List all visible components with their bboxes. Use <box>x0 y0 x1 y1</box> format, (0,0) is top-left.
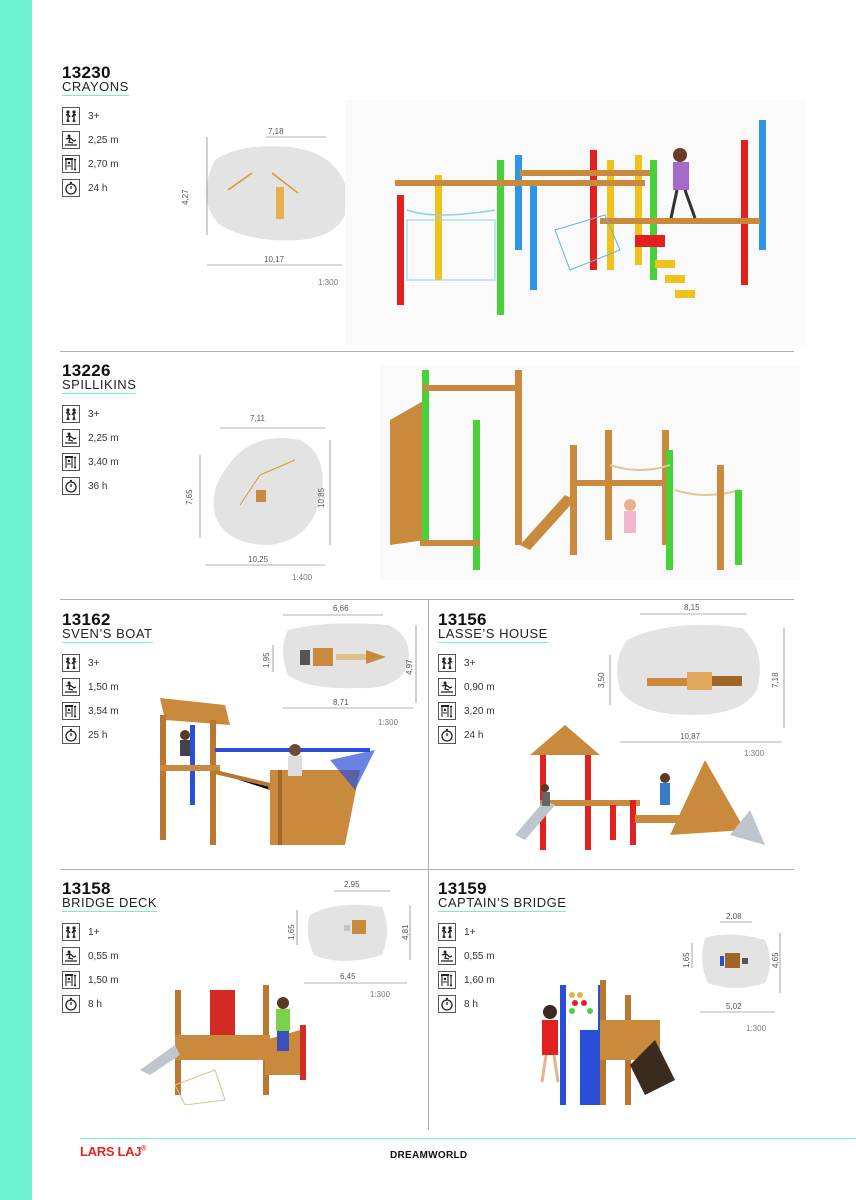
product-render <box>500 720 790 860</box>
installation-time-icon <box>438 726 456 744</box>
plan-dim-bottom: 5,02 <box>726 1002 742 1011</box>
spec-age <box>62 402 119 426</box>
spec-free-height <box>438 968 495 992</box>
brand-name: LARS LAJ <box>80 1144 142 1159</box>
spec-value: 3+ <box>464 657 476 669</box>
spec-list <box>62 651 119 747</box>
plan-dim-right: 4,65 <box>771 952 780 968</box>
section-divider <box>60 869 794 870</box>
spec-list <box>62 104 119 200</box>
installation-time-icon <box>62 726 80 744</box>
installation-time-icon <box>438 995 456 1013</box>
spec-value: 0,90 m <box>464 681 495 693</box>
spec-install-time <box>62 992 119 1016</box>
age-icon <box>438 923 456 941</box>
plan-dim-bottom: 10,25 <box>248 555 269 564</box>
age-icon <box>438 654 456 672</box>
product-name: SVEN’S BOAT <box>62 626 153 641</box>
spec-value: 0,55 m <box>88 950 119 962</box>
spec-value: 3+ <box>88 408 100 420</box>
spec-value: 3,20 m <box>464 705 495 717</box>
section-divider <box>60 351 794 352</box>
spec-value: 3+ <box>88 110 100 122</box>
plan-dim-left: 1,95 <box>262 652 271 668</box>
plan-dim-bottom: 8,71 <box>333 698 349 707</box>
site-plan <box>180 125 360 270</box>
free-height-icon <box>62 155 80 173</box>
product-render <box>130 690 380 850</box>
plan-scale: 1:300 <box>744 749 765 758</box>
spec-fall-height <box>62 944 119 968</box>
spec-fall-height <box>62 426 119 450</box>
spec-value: 0,55 m <box>464 950 495 962</box>
fall-height-icon <box>62 131 80 149</box>
spec-install-time <box>438 723 495 747</box>
spec-list <box>62 920 119 1016</box>
fall-height-icon <box>62 947 80 965</box>
spec-value: 2,70 m <box>88 158 119 170</box>
spec-value: 25 h <box>88 729 108 741</box>
spec-fall-height <box>438 944 495 968</box>
product-code: 13230 <box>62 63 111 82</box>
fall-height-icon <box>438 947 456 965</box>
site-plan <box>680 908 795 1023</box>
plan-dim-right: 10,85 <box>317 487 326 508</box>
spec-value: 8 h <box>464 998 478 1010</box>
plan-dim-top: 7,11 <box>250 414 265 423</box>
product-render <box>135 975 335 1105</box>
fall-height-icon <box>62 429 80 447</box>
age-icon <box>62 405 80 423</box>
product-name: BRIDGE DECK <box>62 895 158 910</box>
product-code: 13158 <box>62 879 111 898</box>
plan-dim-top: 7,18 <box>268 127 284 136</box>
spec-age <box>62 104 119 128</box>
spec-install-time <box>438 992 495 1016</box>
plan-scale: 1:300 <box>746 1024 767 1033</box>
product-code: 13159 <box>438 879 487 898</box>
spec-age <box>438 651 495 675</box>
spec-install-time <box>62 176 119 200</box>
spec-value: 1+ <box>464 926 476 938</box>
age-icon <box>62 923 80 941</box>
spec-value: 2,25 m <box>88 432 119 444</box>
free-height-icon <box>62 702 80 720</box>
fall-height-icon <box>62 678 80 696</box>
free-height-icon <box>62 971 80 989</box>
spec-free-height <box>62 152 119 176</box>
column-divider <box>428 600 429 1130</box>
spec-free-height <box>438 699 495 723</box>
plan-dim-bottom: 10,87 <box>680 732 701 741</box>
spec-fall-height <box>62 128 119 152</box>
site-plan <box>180 410 340 570</box>
spec-list <box>62 402 119 498</box>
age-icon <box>62 107 80 125</box>
plan-dim-right: 4,81 <box>401 924 410 940</box>
spec-value: 1,50 m <box>88 974 119 986</box>
spec-value: 24 h <box>464 729 484 741</box>
free-height-icon <box>438 702 456 720</box>
brand-registered-mark: ® <box>141 1145 147 1153</box>
brand-logo <box>80 1144 146 1159</box>
plan-dim-left: 4,27 <box>181 189 190 205</box>
product-render <box>345 100 805 345</box>
spec-value: 8 h <box>88 998 102 1010</box>
product-name: LASSE’S HOUSE <box>438 626 548 641</box>
product-code: 13156 <box>438 610 487 629</box>
spec-free-height <box>62 699 119 723</box>
plan-dim-top: 2,95 <box>344 880 360 889</box>
plan-dim-left: 1,65 <box>287 924 296 940</box>
spec-value: 1,50 m <box>88 681 119 693</box>
plan-scale: 1:300 <box>378 718 399 727</box>
footer-rule <box>80 1138 856 1139</box>
free-height-icon <box>62 453 80 471</box>
spec-value: 1+ <box>88 926 100 938</box>
plan-dim-top: 8,15 <box>684 603 700 612</box>
plan-dim-left: 7,65 <box>185 489 194 505</box>
spec-fall-height <box>62 675 119 699</box>
spec-value: 3,40 m <box>88 456 119 468</box>
plan-scale: 1:300 <box>318 278 339 287</box>
free-height-icon <box>438 971 456 989</box>
product-name: CAPTAIN’S BRIDGE <box>438 895 567 910</box>
fall-height-icon <box>438 678 456 696</box>
spec-age <box>62 651 119 675</box>
plan-dim-left: 3,50 <box>597 672 606 688</box>
plan-dim-left: 1,65 <box>682 952 691 968</box>
sidebar-accent <box>0 0 32 1200</box>
plan-dim-bottom: 10,17 <box>264 255 285 264</box>
spec-install-time <box>62 474 119 498</box>
plan-dim-right: 7,18 <box>771 672 780 688</box>
plan-dim-bottom: 6,45 <box>340 972 356 981</box>
product-code: 13162 <box>62 610 111 629</box>
site-plan <box>282 875 422 990</box>
spec-free-height <box>62 968 119 992</box>
product-render <box>380 365 800 580</box>
spec-list <box>438 651 495 747</box>
spec-value: 36 h <box>88 480 108 492</box>
spec-free-height <box>62 450 119 474</box>
spec-value: 2,25 m <box>88 134 119 146</box>
collection-name: DREAMWORLD <box>390 1150 468 1161</box>
spec-install-time <box>62 723 119 747</box>
plan-scale: 1:300 <box>370 990 391 999</box>
product-name: CRAYONS <box>62 79 129 94</box>
plan-scale: 1:400 <box>292 573 313 582</box>
plan-dim-top: 6,66 <box>333 604 349 613</box>
spec-value: 1,60 m <box>464 974 495 986</box>
installation-time-icon <box>62 477 80 495</box>
age-icon <box>62 654 80 672</box>
spec-fall-height <box>438 675 495 699</box>
spec-list <box>438 920 495 1016</box>
product-name: SPILLIKINS <box>62 377 137 392</box>
spec-value: 3+ <box>88 657 100 669</box>
product-code: 13226 <box>62 361 111 380</box>
page-number: 70 <box>38 1150 50 1161</box>
spec-age <box>62 920 119 944</box>
plan-dim-right: 4,97 <box>405 659 414 675</box>
spec-value: 3,54 m <box>88 705 119 717</box>
plan-dim-top: 2,08 <box>726 912 742 921</box>
installation-time-icon <box>62 995 80 1013</box>
spec-age <box>438 920 495 944</box>
installation-time-icon <box>62 179 80 197</box>
spec-value: 24 h <box>88 182 108 194</box>
product-render <box>520 970 690 1115</box>
